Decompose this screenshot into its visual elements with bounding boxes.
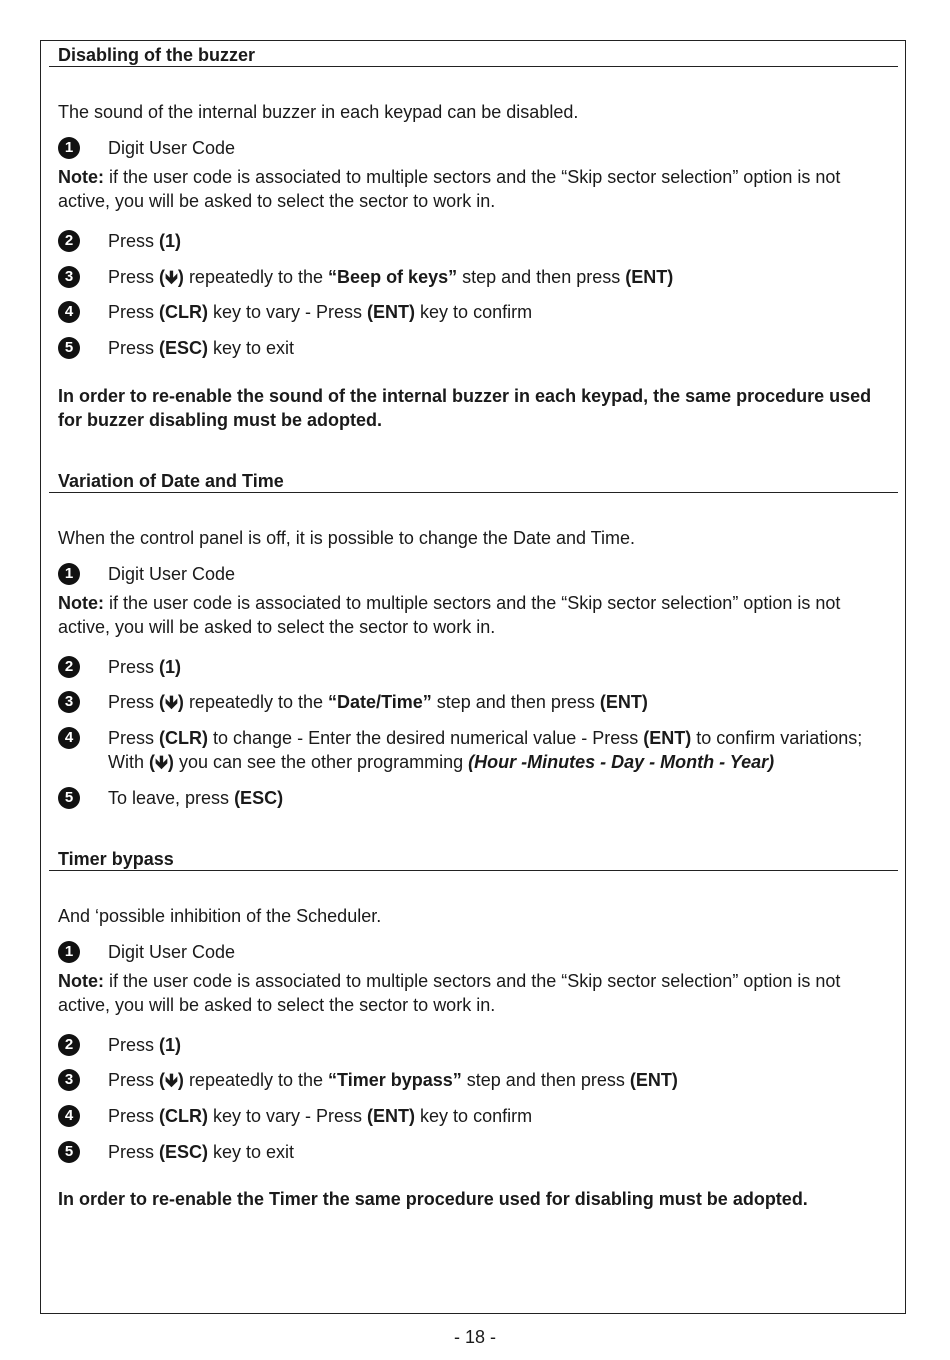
note-text: if the user code is associated to multiple sectors and the “Skip sector selection” option is not active, you will be asked to select the sector to work in. [58, 593, 841, 637]
step-number-3: 3 [58, 266, 80, 288]
step-text: Press (CLR) key to vary - Press (ENT) key to confirm [108, 302, 533, 322]
down-arrow-icon: (🡻) [159, 1070, 184, 1090]
step-number-1: 1 [58, 941, 80, 963]
footer-timer-bypass: In order to re-enable the Timer the same procedure used for disabling must be adopted. [58, 1189, 808, 1209]
step-text: Press (1) [108, 1035, 182, 1055]
step-number-4: 4 [58, 1105, 80, 1127]
step-text: Digit User Code [108, 138, 236, 158]
step-number-5: 5 [58, 787, 80, 809]
step-text: Press (1) [108, 657, 182, 677]
step-number-1: 1 [58, 563, 80, 585]
down-arrow-icon: (🡻) [159, 267, 184, 287]
step-number-3: 3 [58, 1069, 80, 1091]
down-arrow-icon: (🡻) [149, 752, 174, 772]
step-text: Press (🡻) repeatedly to the “Timer bypass” step and then press (ENT) [108, 1070, 678, 1090]
step-text: Press (CLR) to change - Enter the desired numerical value - Press (ENT) to confirm variations; With (🡻) you can see the other programming (Hour -Minutes - Day - Month - Year) [108, 728, 863, 772]
step-text: Press (🡻) repeatedly to the “Beep of keys” step and then press (ENT) [108, 267, 674, 287]
note-buzzer [58, 165, 894, 213]
intro-buzzer: The sound of the internal buzzer in each keypad can be disabled. [58, 102, 579, 122]
step-number-4: 4 [58, 727, 80, 749]
note-text: if the user code is associated to multiple sectors and the “Skip sector selection” option is not active, you will be asked to select the sector to work in. [58, 971, 841, 1015]
section-title-timer-bypass: Timer bypass [49, 848, 898, 871]
section-title-buzzer: Disabling of the buzzer [49, 44, 898, 67]
down-arrow-icon: (🡻) [159, 692, 184, 712]
intro-timer-bypass: And ‘possible inhibition of the Scheduler. [58, 906, 382, 926]
step-text: Digit User Code [108, 564, 236, 584]
step-text: Press (ESC) key to exit [108, 1142, 295, 1162]
step-text: Press (ESC) key to exit [108, 338, 295, 358]
step-number-4: 4 [58, 301, 80, 323]
step-text: Digit User Code [108, 942, 236, 962]
step-number-2: 2 [58, 1034, 80, 1056]
step-number-2: 2 [58, 656, 80, 678]
step-number-2: 2 [58, 230, 80, 252]
intro-date-time: When the control panel is off, it is possible to change the Date and Time. [58, 528, 636, 548]
step-text: Press (CLR) key to vary - Press (ENT) key to confirm [108, 1106, 533, 1126]
page-number: - 18 - [453, 1327, 496, 1347]
footer-buzzer: In order to re-enable the sound of the internal buzzer in each keypad, the same procedure used for buzzer disabling must be adopted. [58, 386, 872, 430]
step-number-5: 5 [58, 337, 80, 359]
note-label: Note: [58, 971, 104, 991]
note-label: Note: [58, 593, 104, 613]
note-timer-bypass [58, 969, 894, 1017]
note-label: Note: [58, 167, 104, 187]
step-number-5: 5 [58, 1141, 80, 1163]
step-text: To leave, press (ESC) [108, 788, 284, 808]
step-number-3: 3 [58, 691, 80, 713]
step-number-1: 1 [58, 137, 80, 159]
section-title-date-time: Variation of Date and Time [49, 470, 898, 493]
step-text: Press (🡻) repeatedly to the “Date/Time” step and then press (ENT) [108, 692, 648, 712]
note-text: if the user code is associated to multiple sectors and the “Skip sector selection” option is not active, you will be asked to select the sector to work in. [58, 167, 841, 211]
step-text: Press (1) [108, 231, 182, 251]
note-date-time [58, 591, 894, 639]
